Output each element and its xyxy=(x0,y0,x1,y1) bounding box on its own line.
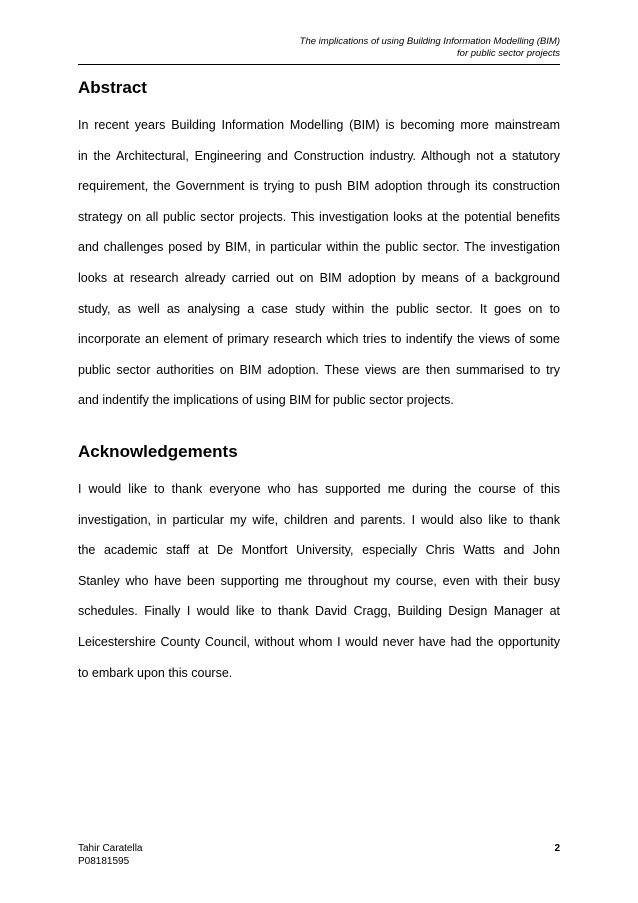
paragraph-line: in the Architectural, Engineering and Construction industry. Although not a statutory xyxy=(78,148,560,163)
paragraph-line: investigation, in particular my wife, children and parents. I would also like to thank xyxy=(78,512,560,527)
paragraph-line: looks at research already carried out on BIM adoption by means of a background xyxy=(78,270,560,285)
footer-student-id: P08181595 xyxy=(78,856,130,867)
running-header-line-2: for public sector projects xyxy=(457,48,560,59)
paragraph-line: incorporate an element of primary research which tries to indentify the views of some xyxy=(78,332,560,347)
paragraph-line: and challenges posed by BIM, in particular within the public sector. The investigation xyxy=(78,240,560,255)
page-number: 2 xyxy=(554,843,560,854)
paragraph-line: public sector authorities on BIM adoption. These views are then summarised to try xyxy=(78,362,560,377)
acknowledgements-paragraph xyxy=(78,474,560,688)
paragraph-line: Leicestershire County Council, without whom I would never have had the opportunity xyxy=(78,634,560,649)
running-header xyxy=(78,36,560,60)
paragraph-line: strategy on all public sector projects. This investigation looks at the potential benefits xyxy=(78,209,560,224)
paragraph-line: study, as well as analysing a case study within the public sector. It goes on to xyxy=(78,301,560,316)
paragraph-line: In recent years Building Information Modelling (BIM) is becoming more mainstream xyxy=(78,118,560,132)
acknowledgements-heading: Acknowledgements xyxy=(78,442,238,461)
paragraph-line: requirement, the Government is trying to push BIM adoption through its construction xyxy=(78,179,560,194)
paragraph-line: and indentify the implications of using BIM for public sector projects. xyxy=(78,393,454,408)
paragraph-line: schedules. Finally I would like to thank David Cragg, Building Design Manager at xyxy=(78,604,560,619)
paragraph-line: the academic staff at De Montfort University, especially Chris Watts and John xyxy=(78,543,560,558)
abstract-paragraph xyxy=(78,110,560,416)
footer-author-name: Tahir Caratella xyxy=(78,843,143,854)
paragraph-line: Stanley who have been supporting me throughout my course, even with their busy xyxy=(78,573,560,588)
abstract-heading: Abstract xyxy=(78,78,147,97)
paragraph-line: to embark upon this course. xyxy=(78,665,233,680)
header-divider xyxy=(78,64,560,65)
footer-author-block xyxy=(78,842,142,868)
running-header-line-1: The implications of using Building Information Modelling (BIM) xyxy=(299,36,560,47)
paragraph-line: I would like to thank everyone who has supported me during the course of this xyxy=(78,482,560,496)
